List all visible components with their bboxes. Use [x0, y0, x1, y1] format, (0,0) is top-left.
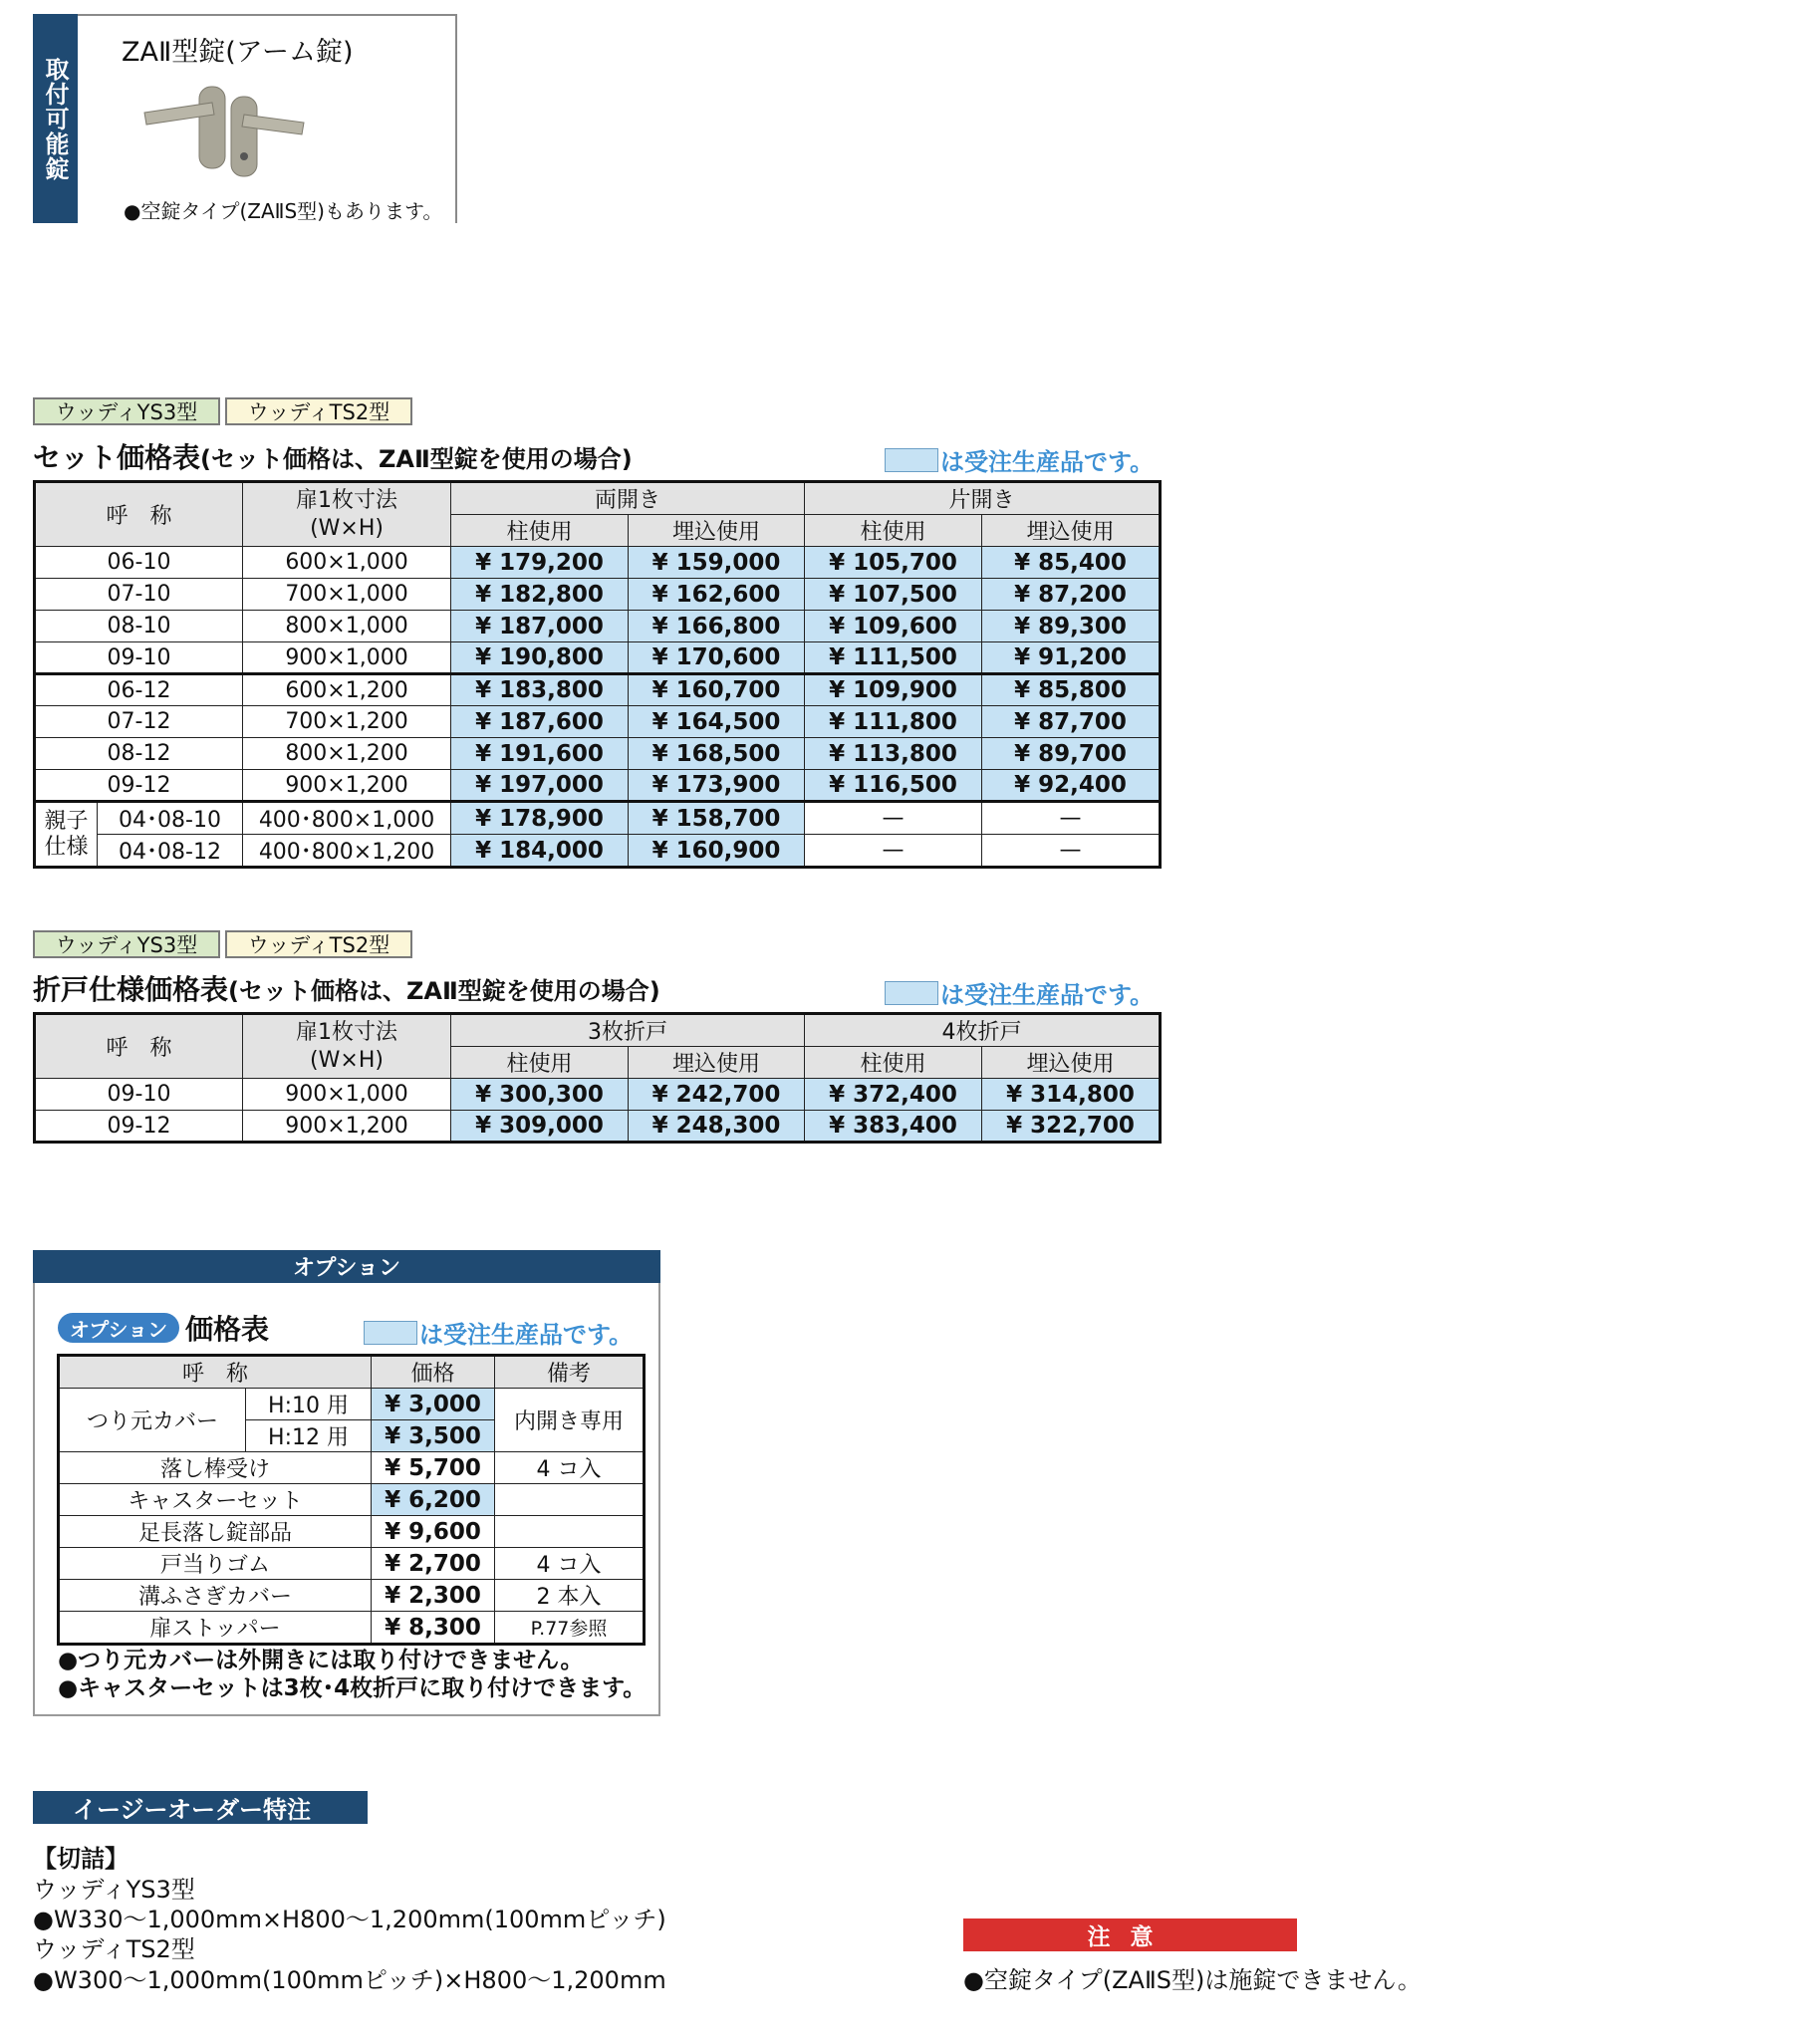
cell-price: ¥ 91,200 — [982, 642, 1161, 674]
table-row — [35, 802, 1161, 835]
header-pillar: 柱使用 — [805, 1047, 982, 1079]
option-title: 価格表 — [185, 1313, 270, 1346]
option-name: 戸当りゴム — [59, 1548, 372, 1580]
cell-price: ¥ 85,400 — [982, 547, 1161, 579]
header-3fold: 3枚折戸 — [451, 1014, 805, 1047]
option-note: P.77参照 — [495, 1612, 645, 1645]
ts2-label: ウッディTS2型 — [33, 1935, 195, 1963]
header-embed: 埋込使用 — [982, 515, 1161, 547]
cell-price: ¥ 187,600 — [451, 706, 629, 738]
option-header: オプション — [33, 1250, 660, 1283]
header-name: 呼 称 — [35, 1014, 243, 1079]
cell-size: 400･800×1,000 — [243, 802, 451, 835]
table-row — [35, 579, 1161, 611]
header-double: 両開き — [451, 482, 805, 515]
option-note: 2 本入 — [495, 1580, 645, 1612]
cell-price: ¥ 164,500 — [629, 706, 805, 738]
cell-price: ¥ 107,500 — [805, 579, 982, 611]
cell-size: 600×1,000 — [243, 547, 451, 579]
cell-price: ¥ 89,700 — [982, 738, 1161, 770]
cell-price: ¥ 309,000 — [451, 1111, 629, 1143]
option-name: つり元カバー — [59, 1389, 246, 1452]
cell-size: 800×1,000 — [243, 611, 451, 642]
cell-price: ¥ 190,800 — [451, 642, 629, 674]
ys3-label: ウッディYS3型 — [33, 1876, 195, 1904]
cell-price: ¥ 184,000 — [451, 835, 629, 868]
table-row — [35, 611, 1161, 642]
cell-price: ¥ 109,900 — [805, 674, 982, 706]
table-row — [59, 1548, 645, 1580]
fold-price-table — [33, 1012, 1162, 1144]
cell-price: ¥ 178,900 — [451, 802, 629, 835]
option-price: ¥ 3,500 — [372, 1420, 495, 1452]
cell-name: 09-12 — [35, 770, 243, 802]
cell-price: ¥ 322,700 — [982, 1111, 1161, 1143]
cell-dash: — — [982, 835, 1161, 868]
cell-price: ¥ 111,800 — [805, 706, 982, 738]
header-pillar: 柱使用 — [805, 515, 982, 547]
cell-price: ¥ 383,400 — [805, 1111, 982, 1143]
header-note: 備考 — [495, 1356, 645, 1389]
option-sub: H:12 用 — [246, 1420, 372, 1452]
table-row — [35, 674, 1161, 706]
cell-name: 06-12 — [35, 674, 243, 706]
cell-price: ¥ 87,700 — [982, 706, 1161, 738]
option-pill: オプション — [58, 1313, 179, 1343]
table-row — [35, 738, 1161, 770]
cell-price: ¥ 85,800 — [982, 674, 1161, 706]
cell-price: ¥ 160,700 — [629, 674, 805, 706]
cell-price: ¥ 168,500 — [629, 738, 805, 770]
cell-dash: — — [805, 802, 982, 835]
header-pillar: 柱使用 — [451, 1047, 629, 1079]
cell-price: ¥ 111,500 — [805, 642, 982, 674]
cell-size: 900×1,000 — [243, 1079, 451, 1111]
option-name: キャスターセット — [59, 1484, 372, 1516]
table-row — [59, 1516, 645, 1548]
cell-name: 04･08-12 — [98, 835, 243, 868]
option-name: 扉ストッパー — [59, 1612, 372, 1645]
option-name: 落し棒受け — [59, 1452, 372, 1484]
header-embed: 埋込使用 — [629, 515, 805, 547]
cell-name: 06-10 — [35, 547, 243, 579]
cell-size: 900×1,200 — [243, 1111, 451, 1143]
oyako-label-2: 仕様 — [44, 834, 89, 860]
fold-table-title: 折戸仕様価格表(セット価格は、ZAⅡ型錠を使用の場合) — [33, 973, 660, 1006]
lock-title: ZAⅡ型錠(アーム錠) — [122, 37, 354, 68]
cell-price: ¥ 89,300 — [982, 611, 1161, 642]
option-price: ¥ 8,300 — [372, 1612, 495, 1645]
header-size: 扉1枚寸法 (W×H) — [243, 482, 451, 547]
header-pillar: 柱使用 — [451, 515, 629, 547]
cell-size: 900×1,000 — [243, 642, 451, 674]
header-size: 扉1枚寸法 (W×H) — [243, 1014, 451, 1079]
oyako-label-1: 親子 — [44, 808, 89, 834]
cell-name: 08-10 — [35, 611, 243, 642]
cell-name: 07-12 — [35, 706, 243, 738]
badge-ys3: ウッディYS3型 — [33, 930, 220, 958]
option-note-1: ●つり元カバーは外開きには取り付けできません。 — [58, 1648, 584, 1673]
option-price: ¥ 2,300 — [372, 1580, 495, 1612]
lock-side-label: 取付可能錠 — [33, 14, 78, 223]
easy-order-header: イージーオーダー特注 — [33, 1791, 368, 1824]
cell-price: ¥ 158,700 — [629, 802, 805, 835]
header-price: 価格 — [372, 1356, 495, 1389]
cell-size: 900×1,200 — [243, 770, 451, 802]
cell-name: 08-12 — [35, 738, 243, 770]
table-row — [59, 1580, 645, 1612]
cell-price: ¥ 314,800 — [982, 1079, 1161, 1111]
badge-ts2: ウッディTS2型 — [225, 930, 412, 958]
cell-name: 09-10 — [35, 1079, 243, 1111]
cell-price: ¥ 300,300 — [451, 1079, 629, 1111]
cell-price: ¥ 159,000 — [629, 547, 805, 579]
cell-size: 800×1,200 — [243, 738, 451, 770]
lock-handle-image — [134, 85, 314, 179]
cell-price: ¥ 182,800 — [451, 579, 629, 611]
cell-price: ¥ 372,400 — [805, 1079, 982, 1111]
oyako-label — [35, 802, 98, 868]
header-name: 呼 称 — [59, 1356, 372, 1389]
caution-text: ●空錠タイプ(ZAⅡS型)は施錠できません。 — [963, 1966, 1422, 1994]
table-row — [35, 547, 1161, 579]
set-table-title: セット価格表(セット価格は、ZAⅡ型錠を使用の場合) — [33, 441, 633, 474]
cell-price: ¥ 109,600 — [805, 611, 982, 642]
table-row — [59, 1452, 645, 1484]
option-price: ¥ 5,700 — [372, 1452, 495, 1484]
cell-price: ¥ 191,600 — [451, 738, 629, 770]
option-price: ¥ 2,700 — [372, 1548, 495, 1580]
cell-price: ¥ 105,700 — [805, 547, 982, 579]
cell-price: ¥ 187,000 — [451, 611, 629, 642]
option-sub: H:10 用 — [246, 1389, 372, 1420]
cell-size: 600×1,200 — [243, 674, 451, 706]
cut-label: 【切詰】 — [33, 1845, 129, 1873]
table-row — [59, 1484, 645, 1516]
header-embed: 埋込使用 — [982, 1047, 1161, 1079]
cell-price: ¥ 166,800 — [629, 611, 805, 642]
badge-ys3: ウッディYS3型 — [33, 397, 220, 425]
badge-ts2: ウッディTS2型 — [225, 397, 412, 425]
cell-price: ¥ 170,600 — [629, 642, 805, 674]
table-row — [35, 835, 1161, 868]
caution-header: 注意 — [963, 1918, 1297, 1951]
legend-made-to-order: は受注生産品です。 — [364, 1315, 633, 1350]
table-row — [35, 642, 1161, 674]
legend-made-to-order: は受注生産品です。 — [885, 442, 1154, 477]
cell-price: ¥ 248,300 — [629, 1111, 805, 1143]
table-row — [35, 706, 1161, 738]
cell-price: ¥ 92,400 — [982, 770, 1161, 802]
table-row — [35, 1111, 1161, 1143]
legend-made-to-order: は受注生産品です。 — [885, 975, 1154, 1010]
cell-dash: — — [982, 802, 1161, 835]
header-single: 片開き — [805, 482, 1161, 515]
cell-price: ¥ 116,500 — [805, 770, 982, 802]
set-price-table — [33, 480, 1162, 869]
header-embed: 埋込使用 — [629, 1047, 805, 1079]
cell-price: ¥ 183,800 — [451, 674, 629, 706]
option-note — [495, 1484, 645, 1516]
option-name: 足長落し錠部品 — [59, 1516, 372, 1548]
cell-size: 700×1,000 — [243, 579, 451, 611]
cell-price: ¥ 160,900 — [629, 835, 805, 868]
ts2-spec: ●W300～1,000mm(100mmピッチ)×H800～1,200mm — [33, 1966, 666, 1994]
header-name: 呼 称 — [35, 482, 243, 547]
cell-price: ¥ 197,000 — [451, 770, 629, 802]
cell-price: ¥ 242,700 — [629, 1079, 805, 1111]
header-4fold: 4枚折戸 — [805, 1014, 1161, 1047]
table-row — [35, 1079, 1161, 1111]
table-row — [35, 770, 1161, 802]
lock-note: ●空錠タイプ(ZAⅡS型)もあります。 — [124, 199, 443, 223]
option-price: ¥ 6,200 — [372, 1484, 495, 1516]
option-name: 溝ふさぎカバー — [59, 1580, 372, 1612]
option-note: 4 コ入 — [495, 1452, 645, 1484]
option-price: ¥ 9,600 — [372, 1516, 495, 1548]
option-price: ¥ 3,000 — [372, 1389, 495, 1420]
cell-name: 04･08-10 — [98, 802, 243, 835]
cell-price: ¥ 113,800 — [805, 738, 982, 770]
cell-name: 07-10 — [35, 579, 243, 611]
table-row — [59, 1612, 645, 1645]
ys3-spec: ●W330～1,000mm×H800～1,200mm(100mmピッチ) — [33, 1906, 666, 1933]
cell-price: ¥ 162,600 — [629, 579, 805, 611]
cell-size: 400･800×1,200 — [243, 835, 451, 868]
option-note: 4 コ入 — [495, 1548, 645, 1580]
cell-size: 700×1,200 — [243, 706, 451, 738]
cell-price: ¥ 173,900 — [629, 770, 805, 802]
cell-price: ¥ 87,200 — [982, 579, 1161, 611]
cell-price: ¥ 179,200 — [451, 547, 629, 579]
cell-name: 09-12 — [35, 1111, 243, 1143]
cell-dash: — — [805, 835, 982, 868]
option-price-table — [57, 1354, 646, 1646]
option-note-2: ●キャスターセットは3枚･4枚折戸に取り付けできます。 — [58, 1675, 647, 1701]
option-note — [495, 1516, 645, 1548]
cell-name: 09-10 — [35, 642, 243, 674]
option-note: 内開き専用 — [495, 1389, 645, 1452]
